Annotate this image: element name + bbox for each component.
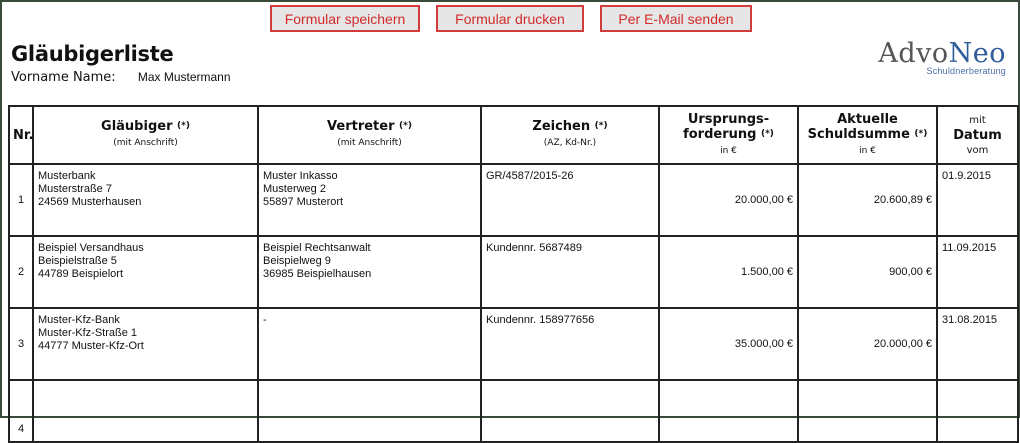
cell-vertreter[interactable] [258, 308, 481, 380]
logo-part-neo: Neo [948, 38, 1006, 69]
col-header-aktuell [798, 106, 937, 164]
cell-zeichen[interactable] [481, 380, 659, 442]
cell-zeichen[interactable]: Kundennr. 5687489 [481, 236, 659, 308]
cell-aktuell[interactable]: 20.000,00 € [798, 308, 937, 380]
col-ursprung-label-2: forderung [683, 126, 757, 142]
col-ursprung-mark: (*) [760, 128, 774, 139]
table-header-row [9, 106, 1018, 164]
glaeubiger-line-1: Muster-Kfz-Bank [38, 314, 120, 326]
print-form-button[interactable]: Formular drucken [436, 5, 584, 32]
col-glaeubiger-mark: (*) [177, 121, 190, 131]
col-zeichen-mark: (*) [594, 121, 608, 131]
vertreter-line-1: Muster Inkasso [263, 170, 338, 182]
glaeubiger-line-3: 44789 Beispielort [38, 268, 124, 280]
col-glaeubiger-label: Gläubiger [101, 119, 173, 134]
cell-ursprung[interactable]: 1.500,00 € [659, 236, 798, 308]
cell-datum[interactable]: 31.08.2015 [937, 308, 1018, 380]
cell-vertreter[interactable] [258, 236, 481, 308]
cell-vertreter[interactable] [258, 164, 481, 236]
save-form-button[interactable]: Formular speichern [270, 5, 420, 32]
col-ursprung-sub: in € [720, 145, 737, 156]
cell-glaeubiger[interactable] [33, 380, 258, 442]
vertreter-line-3: 36985 Beispielhausen [263, 268, 372, 280]
col-vertreter-sub: (mit Anschrift) [337, 138, 402, 148]
cell-nr: 2 [9, 236, 33, 308]
col-vertreter-mark: (*) [399, 121, 412, 131]
glaeubiger-line-3: 44777 Muster-Kfz-Ort [38, 340, 144, 352]
vertreter-line-2: Beispielweg 9 [263, 255, 331, 267]
col-datum-label-1: mit [969, 114, 986, 126]
table-row [9, 236, 1018, 308]
col-header-zeichen [481, 106, 659, 164]
glaeubiger-line-2: Musterstraße 7 [38, 183, 112, 195]
creditor-table [8, 105, 1019, 443]
cell-datum[interactable] [937, 380, 1018, 442]
glaeubiger-line-3: 24569 Musterhausen [38, 196, 142, 208]
cell-vertreter[interactable] [258, 380, 481, 442]
col-datum-label-2: Datum [953, 127, 1002, 143]
cell-glaeubiger[interactable] [33, 164, 258, 236]
table-row [9, 164, 1018, 236]
vertreter-line-2: Musterweg 2 [263, 183, 326, 195]
glaeubiger-line-2: Beispielstraße 5 [38, 255, 117, 267]
cell-nr: 3 [9, 308, 33, 380]
cell-glaeubiger[interactable] [33, 308, 258, 380]
col-zeichen-sub: (AZ, Kd-Nr.) [543, 138, 597, 148]
vertreter-line-3: 55897 Musterort [263, 196, 344, 208]
cell-zeichen[interactable]: GR/4587/2015-26 [481, 164, 659, 236]
col-vertreter-label: Vertreter [327, 119, 395, 134]
col-aktuell-sub: in € [859, 145, 876, 156]
email-form-button[interactable]: Per E-Mail senden [600, 5, 752, 32]
table-row [9, 380, 1018, 442]
col-nr-label: Nr. [13, 127, 34, 143]
glaeubiger-line-1: Musterbank [38, 170, 96, 182]
advoneo-logo [878, 40, 1006, 76]
cell-aktuell[interactable]: 900,00 € [798, 236, 937, 308]
glaeubiger-line-1: Beispiel Versandhaus [38, 242, 144, 254]
col-aktuell-mark: (*) [914, 128, 928, 139]
col-aktuell-label-2: Schuldsumme [807, 126, 910, 142]
cell-aktuell[interactable] [798, 380, 937, 442]
vertreter-line-1: Beispiel Rechtsanwalt [263, 242, 371, 254]
toolbar [270, 5, 752, 32]
col-header-vertreter [258, 106, 481, 164]
logo-part-advo: Advo [878, 38, 949, 69]
table-row [9, 308, 1018, 380]
col-datum-label-3: vom [966, 144, 989, 156]
logo-subtitle: Schuldnerberatung [926, 66, 1006, 76]
col-ursprung-label-1: Ursprungs- [687, 111, 770, 127]
cell-nr: 1 [9, 164, 33, 236]
col-zeichen-label: Zeichen [532, 119, 591, 134]
name-row [11, 70, 231, 85]
cell-datum[interactable]: 11.09.2015 [937, 236, 1018, 308]
logo-wordmark [878, 40, 1006, 68]
cell-ursprung[interactable] [659, 380, 798, 442]
cell-datum[interactable]: 01.9.2015 [937, 164, 1018, 236]
name-label: Vorname Name: [11, 70, 116, 85]
cell-zeichen[interactable]: Kundennr. 158977656 [481, 308, 659, 380]
cell-ursprung[interactable]: 35.000,00 € [659, 308, 798, 380]
page-title: Gläubigerliste [11, 42, 174, 66]
glaeubiger-line-2: Muster-Kfz-Straße 1 [38, 327, 138, 339]
col-header-nr [9, 106, 33, 164]
name-value: Max Mustermann [137, 70, 231, 84]
col-aktuell-label-1: Aktuelle [837, 111, 898, 127]
col-header-glaeubiger [33, 106, 258, 164]
cell-nr: 4 [9, 380, 33, 442]
col-glaeubiger-sub: (mit Anschrift) [113, 138, 178, 148]
col-header-datum [937, 106, 1018, 164]
cell-glaeubiger[interactable] [33, 236, 258, 308]
cell-aktuell[interactable]: 20.600,89 € [798, 164, 937, 236]
vertreter-line-1: - [263, 314, 267, 326]
cell-ursprung[interactable]: 20.000,00 € [659, 164, 798, 236]
col-header-ursprung [659, 106, 798, 164]
